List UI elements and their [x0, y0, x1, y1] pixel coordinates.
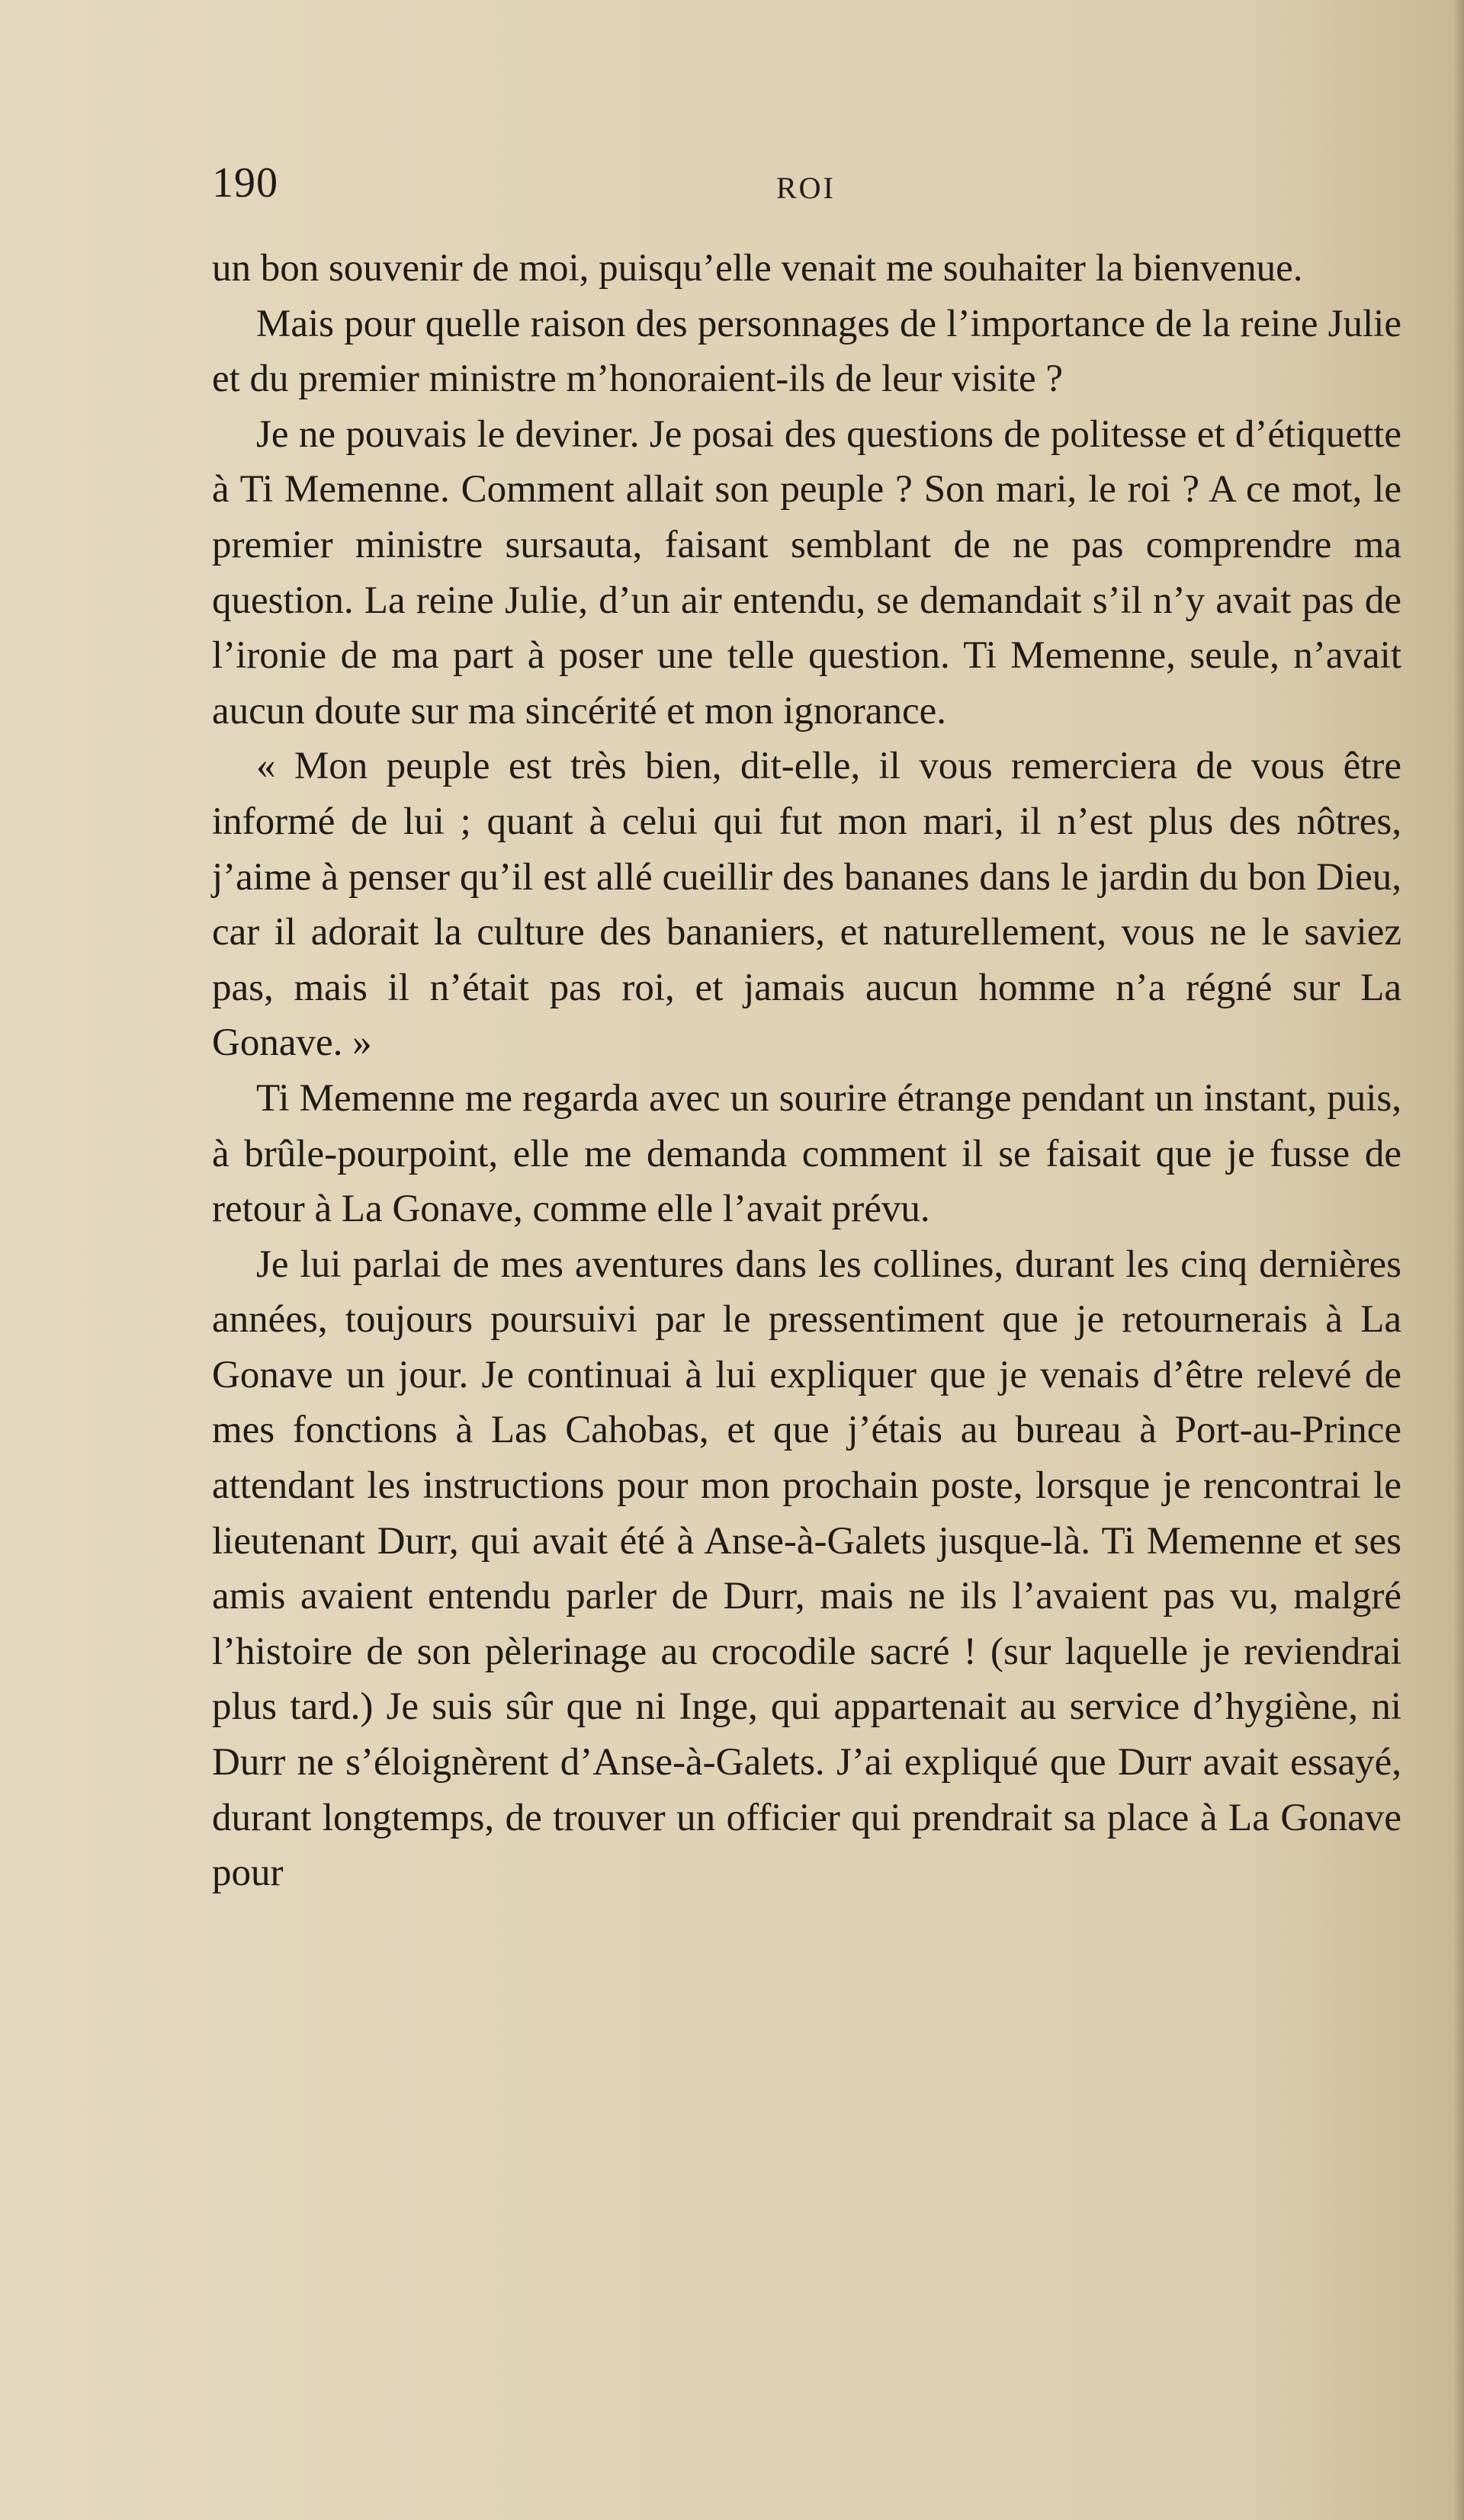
body-text	[212, 241, 1401, 1901]
page-header	[212, 156, 1401, 217]
page-number: 190	[212, 159, 278, 207]
paragraph: Mais pour quelle raison des personnages de l’importance de la reine Julie et du premier ministre m’honoraient-ils de leur visite ?	[212, 302, 1401, 401]
paragraph: Je ne pouvais le deviner. Je posai des questions de politesse et d’étiquette à Ti Memenne. Comment allait son peuple ? Son mari, le roi ? A ce mot, le premier ministre sursauta, faisant semblant de ne pas comprendre ma question. La reine Julie, d’un air entendu, se demandait s’il n’y avait pas de l’ironie de ma part à poser une telle question. Ti Memenne, seule, n’avait aucun doute sur ma sincérité et mon ignorance.	[212, 412, 1401, 733]
page-edge-shadow	[1453, 0, 1464, 2520]
paragraph: Je lui parlai de mes aventures dans les collines, durant les cinq dernières années, toujours poursuivi par le pressentiment que je retournerais à La Gonave un jour. Je continuai à lui expliquer que je venais d’être relevé de mes fonctions à Las Cahobas, et que j’étais au bureau à Port-au-Prince attendant les instructions pour mon prochain poste, lorsque je rencontrai le lieutenant Durr, qui avait été à Anse-à-Galets jusque-là. Ti Memenne et ses amis avaient entendu parler de Durr, mais ne ils l’avaient pas vu, malgré l’histoire de son pèlerinage au crocodile sacré ! (sur laquelle je reviendrai plus tard.) Je suis sûr que ni Inge, qui appartenait au service d’hygiène, ni Durr ne s’éloignèrent d’Anse-à-Galets. J’ai expliqué que Durr avait essayé, durant longtemps, de trouver un officier qui prendrait sa place à La Gonave pour	[212, 1242, 1401, 1895]
paragraph-quote: « Mon peuple est très bien, dit-elle, il vous remerciera de vous être informé de lui ; quant à celui qui fut mon mari, il n’est plus des nôtres, j’aime à penser qu’il est allé cueillir des bananes dans le jardin du bon Dieu, car il adorait la culture des bananiers, et naturellement, vous ne le saviez pas, mais il n’était pas roi, et jamais aucun homme n’a régné sur La Gonave. »	[212, 745, 1401, 1065]
paragraph: Ti Memenne me regarda avec un sourire étrange pendant un instant, puis, à brûle-pourpoint, elle me demanda comment il se faisait que je fusse de retour à La Gonave, comme elle l’avait prévu.	[212, 1076, 1401, 1231]
paragraph-continuation: un bon souvenir de moi, puisqu’elle venait me souhaiter la bienvenue.	[212, 247, 1303, 290]
running-head: ROI	[776, 171, 836, 205]
